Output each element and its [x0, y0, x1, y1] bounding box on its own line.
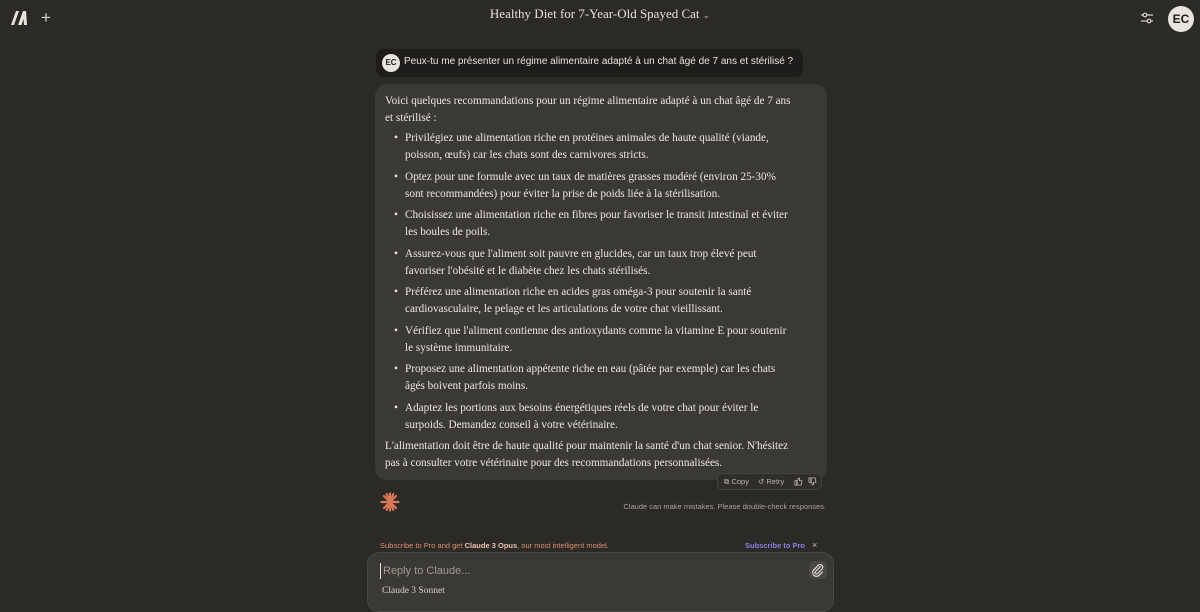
list-item: • Adaptez les portions aux besoins énergétiques réels de votre chat pour éviter le surpoids. Demandez conseil à votre vétérinaire.: [405, 400, 795, 434]
list-item: • Vérifiez que l'aliment contienne des antioxydants comme la vitamine E pour soutenir le système immunitaire.: [405, 323, 795, 357]
sliders-icon[interactable]: [1138, 10, 1156, 26]
copy-button[interactable]: [724, 477, 749, 487]
thumbs-down-icon[interactable]: [808, 477, 817, 488]
chevron-down-icon: ⌄: [702, 10, 711, 20]
close-icon[interactable]: ×: [812, 540, 818, 550]
list-item: • Optez pour une formule avec un taux de matières grasses modéré (environ 25-30% sont recommandées) pour éviter la prise de poids liée à la stérilisation.: [405, 169, 795, 203]
claude-sparkle-icon: [380, 492, 400, 512]
copy-icon: ⧉: [724, 477, 730, 486]
conversation-title-text: Healthy Diet for 7-Year-Old Spayed Cat: [489, 6, 700, 21]
user-message: [376, 49, 803, 77]
retry-label: Retry: [766, 477, 785, 486]
user-message-avatar: EC: [382, 54, 400, 72]
reply-input[interactable]: [380, 563, 780, 579]
retry-button[interactable]: [758, 477, 784, 486]
assistant-message-body: [385, 93, 795, 472]
paperclip-icon: [809, 561, 827, 579]
promo-highlight: Claude 3 Opus: [464, 541, 518, 550]
assistant-intro: Voici quelques recommandations pour un régime alimentaire adapté à un chat âgé de 7 ans et stérilisé :: [385, 95, 791, 124]
model-selector[interactable]: Claude 3 Sonnet: [382, 586, 445, 596]
list-item: • Assurez-vous que l'aliment soit pauvre en glucides, car un taux trop élevé peut favoriser l'obésité et le diabète chez les chats stérilisés.: [405, 246, 795, 280]
assistant-message: [375, 84, 827, 480]
user-message-text: Peux-tu me présenter un régime alimentaire adapté à un chat âgé de 7 ans et stérilisé ?: [404, 56, 794, 67]
recommendation-list: [385, 130, 795, 434]
attach-button[interactable]: [809, 561, 827, 579]
thumbs-up-icon[interactable]: [794, 477, 803, 488]
promo-banner: [380, 541, 609, 550]
list-item: • Choisissez une alimentation riche en fibres pour favoriser le transit intestinal et éviter les boules de poils.: [405, 207, 795, 241]
retry-icon: ↺: [758, 477, 765, 486]
plus-icon: +: [41, 8, 51, 27]
list-item: • Préférez une alimentation riche en acides gras oméga-3 pour soutenir la santé cardiovasculaire, le pelage et les articulations de votre chat vieillissant.: [405, 284, 795, 318]
list-item: • Privilégiez une alimentation riche en protéines animales de haute qualité (viande, poisson, œufs) car les chats sont des carnivores stricts.: [405, 130, 795, 164]
disclaimer-text: Claude can make mistakes. Please double-check responses.: [623, 502, 826, 511]
composer: [367, 552, 834, 612]
promo-text-before: Subscribe to Pro and get: [380, 541, 465, 550]
user-avatar[interactable]: EC: [1168, 6, 1194, 32]
copy-label: Copy: [731, 477, 749, 486]
promo-text-after: , our most intelligent model.: [517, 541, 609, 550]
assistant-conclusion: L'alimentation doit être de haute qualité pour maintenir la santé d'un chat senior. N'hésitez pas à consulter votre vétérinaire pour des recommandations personnalisées.: [385, 440, 789, 469]
conversation-title[interactable]: [0, 6, 1200, 22]
subscribe-link[interactable]: Subscribe to Pro: [745, 541, 806, 550]
list-item: • Proposez une alimentation appétente riche en eau (pâtée par exemple) car les chats âgés boivent parfois moins.: [405, 361, 795, 395]
message-actions: [717, 473, 822, 490]
top-bar: [0, 0, 1200, 36]
